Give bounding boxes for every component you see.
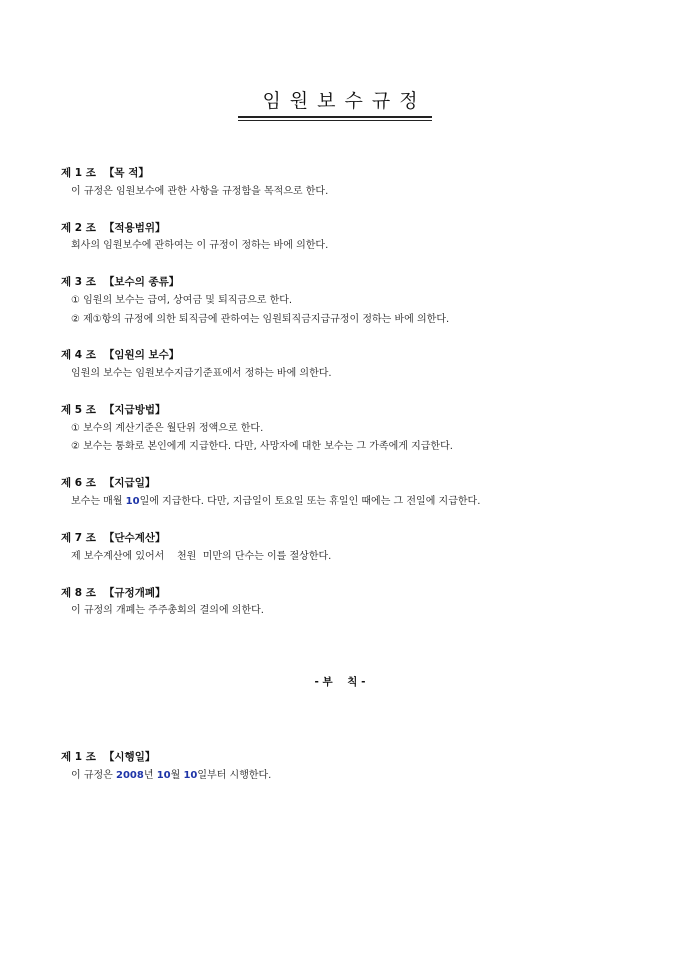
document-title: 임원보수규정 [262, 90, 427, 112]
article-7-heading [61, 530, 165, 545]
text-segment: 이 규정은 [71, 770, 116, 781]
addendum-title: - 부 칙 - [314, 676, 366, 688]
article-2-text: 회사의 임원보수에 관하여는 이 규정이 정하는 바에 의한다. [71, 240, 329, 251]
effective-month: 10 [156, 770, 171, 781]
text-segment: 일부터 시행한다. [197, 770, 272, 781]
article-5-clause-2: ② 보수는 통화로 본인에게 지급한다. 다만, 사망자에 대한 보수는 그 가족에게 지급한다. [71, 441, 453, 452]
article-title: 【시행일】 [103, 751, 156, 763]
article-number: 제 2 조 [61, 222, 96, 234]
article-2-heading [61, 220, 165, 235]
article-number: 제 1 조 [61, 167, 96, 179]
article-number: 제 1 조 [61, 751, 96, 763]
article-title: 【지급방법】 [103, 404, 166, 416]
article-1-heading [61, 165, 149, 180]
text-segment: 년 [143, 770, 157, 781]
effective-day: 10 [183, 770, 198, 781]
article-number: 제 5 조 [61, 404, 96, 416]
article-8-text: 이 규정의 개폐는 주주총회의 결의에 의한다. [71, 605, 264, 616]
article-title: 【단수계산】 [103, 532, 166, 544]
article-5-heading [61, 402, 165, 417]
article-5-clause-1: ① 보수의 계산기준은 월단위 정액으로 한다. [71, 423, 264, 434]
article-title: 【지급일】 [103, 477, 156, 489]
text-segment: 보수는 매월 [71, 496, 126, 507]
article-4-heading [61, 347, 179, 362]
article-3-clause-2: ② 제①항의 규정에 의한 퇴직금에 관하여는 임원퇴직금지급규정이 정하는 바에 의한다. [71, 314, 450, 325]
article-3-heading [61, 274, 179, 289]
title-underline-bottom [238, 120, 432, 121]
article-number: 제 4 조 [61, 349, 96, 361]
article-title: 【임원의 보수】 [103, 349, 180, 361]
article-8-heading [61, 585, 165, 600]
article-6-text [71, 492, 480, 507]
article-number: 제 6 조 [61, 477, 96, 489]
article-title: 【적용범위】 [103, 222, 166, 234]
article-1-text: 이 규정은 임원보수에 관한 사항을 규정함을 목적으로 한다. [71, 186, 329, 197]
article-title: 【보수의 종류】 [103, 276, 180, 288]
title-underline-top [238, 116, 432, 118]
article-3-clause-1: ① 임원의 보수는 급여, 상여금 및 퇴직금으로 한다. [71, 295, 293, 306]
article-4-text: 임원의 보수는 임원보수지급기준표에서 정하는 바에 의한다. [71, 368, 332, 379]
text-segment: 일에 지급한다. 다만, 지급일이 토요일 또는 휴일인 때에는 그 전일에 지급한다. [139, 496, 481, 507]
article-number: 제 7 조 [61, 532, 96, 544]
addendum-article-1-heading [61, 749, 155, 764]
effective-year: 2008 [116, 770, 144, 781]
article-number: 제 8 조 [61, 587, 96, 599]
addendum-article-1-text [71, 766, 271, 781]
article-number: 제 3 조 [61, 276, 96, 288]
article-title: 【규정개폐】 [103, 587, 166, 599]
article-title: 【목 적】 [103, 167, 149, 179]
text-segment: 월 [170, 770, 184, 781]
article-6-heading [61, 475, 155, 490]
payday-value: 10 [125, 496, 140, 507]
article-7-text: 제 보수계산에 있어서 천원 미만의 단수는 이를 절상한다. [71, 551, 332, 562]
